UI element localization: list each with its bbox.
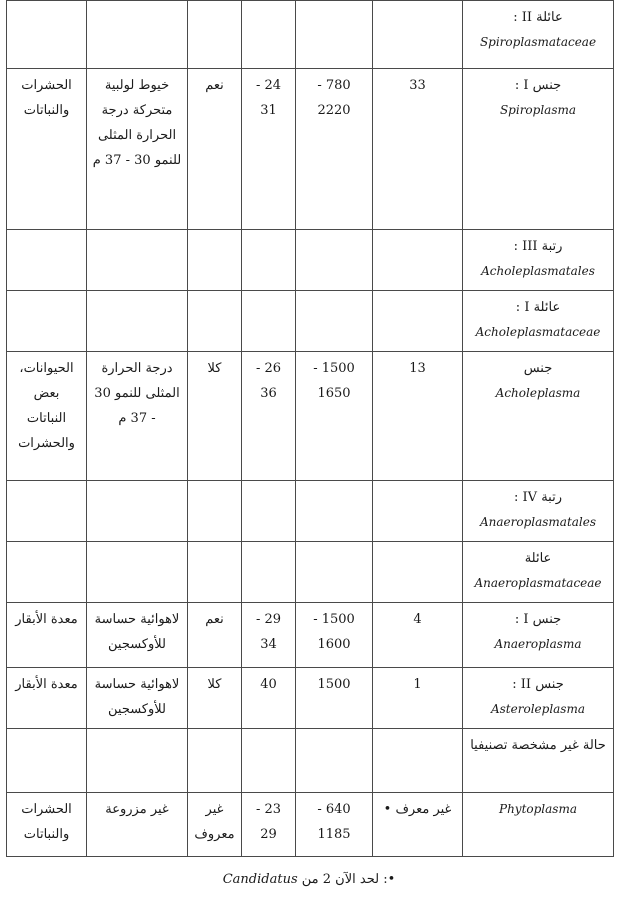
mol-percent-cell (242, 1, 296, 69)
species-count-cell (373, 481, 463, 542)
table-row (7, 668, 614, 729)
taxon-name-cell (463, 230, 614, 291)
distinguishing-notes-cell (87, 542, 188, 603)
species-count-cell (373, 1, 463, 69)
taxon-name-cell (463, 668, 614, 729)
distinguishing-notes-cell: لاهوائية حساسة للأوكسجين (87, 668, 188, 729)
table-row (7, 603, 614, 668)
species-count-cell: 1 (373, 668, 463, 729)
sterol-requirement-cell: كلا (188, 352, 242, 481)
genome-size-cell: 1500 - 1600 (296, 603, 373, 668)
taxon-name-cell (463, 69, 614, 230)
host-cell: الحشرات والنباتات (7, 793, 87, 857)
host-cell (7, 230, 87, 291)
host-cell: معدة الأبقار (7, 603, 87, 668)
genome-size-cell (296, 230, 373, 291)
species-count-cell: 4 (373, 603, 463, 668)
table-row (7, 69, 614, 230)
sterol-requirement-cell: غير معروف (188, 793, 242, 857)
species-count-cell (373, 729, 463, 793)
sterol-requirement-cell (188, 481, 242, 542)
sterol-requirement-cell: نعم (188, 603, 242, 668)
classification-table (6, 0, 614, 857)
table-row (7, 793, 614, 857)
taxon-name-latin: Phytoplasma (499, 802, 577, 816)
taxon-name-latin: Anaeroplasmataceae (474, 576, 602, 590)
taxon-name-ar: جنس (523, 361, 553, 376)
species-count-cell: 33 (373, 69, 463, 230)
taxon-name-ar: رتبة III : (513, 239, 563, 254)
sterol-requirement-cell (188, 291, 242, 352)
genome-size-cell (296, 729, 373, 793)
host-cell: معدة الأبقار (7, 668, 87, 729)
mol-percent-cell: 29 - 34 (242, 603, 296, 668)
genome-size-cell: 640 - 1185 (296, 793, 373, 857)
distinguishing-notes-cell (87, 1, 188, 69)
taxon-name-latin: Asteroleplasma (490, 702, 585, 716)
taxon-name-latin: Anaeroplasmatales (479, 515, 597, 529)
species-count-cell: غير معرف • (373, 793, 463, 857)
distinguishing-notes-cell: درجة الحرارة المثلى للنمو 30 - 37 م (87, 352, 188, 481)
table-row (7, 291, 614, 352)
species-count-cell (373, 542, 463, 603)
mol-percent-cell: 24 - 31 (242, 69, 296, 230)
distinguishing-notes-cell (87, 729, 188, 793)
taxon-name-cell (463, 291, 614, 352)
sterol-requirement-cell (188, 542, 242, 603)
genome-size-cell: 1500 - 1650 (296, 352, 373, 481)
taxon-name-latin: Acholeplasmatales (481, 264, 595, 278)
taxon-name-ar: عائلة II : (513, 10, 563, 25)
taxon-name-cell (463, 542, 614, 603)
table-row (7, 729, 614, 793)
taxon-name-latin: Spiroplasma (499, 103, 577, 117)
table-row (7, 1, 614, 69)
table-row (7, 481, 614, 542)
taxon-name-latin: Acholeplasmataceae (475, 325, 601, 339)
taxon-name-cell (463, 729, 614, 793)
sterol-requirement-cell: نعم (188, 69, 242, 230)
genome-size-cell (296, 1, 373, 69)
host-cell: الحشرات والنباتات (7, 69, 87, 230)
footnote-mark: • (387, 872, 396, 887)
sterol-requirement-cell (188, 1, 242, 69)
taxon-name-latin: Acholeplasma (495, 386, 581, 400)
genome-size-cell (296, 481, 373, 542)
mol-percent-cell (242, 230, 296, 291)
taxon-name-cell (463, 481, 614, 542)
taxon-name-ar: جنس I : (514, 612, 562, 627)
host-cell (7, 542, 87, 603)
sterol-requirement-cell: كلا (188, 668, 242, 729)
distinguishing-notes-cell (87, 291, 188, 352)
distinguishing-notes-cell: لاهوائية حساسة للأوكسجين (87, 603, 188, 668)
taxon-name-ar: عائلة I : (515, 300, 561, 315)
taxon-name-cell (463, 603, 614, 668)
taxon-name-ar: عائلة (524, 551, 552, 566)
host-cell (7, 481, 87, 542)
taxon-name-cell (463, 352, 614, 481)
taxon-name-ar: رتبة IV : (514, 490, 562, 505)
mol-percent-cell (242, 481, 296, 542)
taxon-name-ar: جنس I : (514, 78, 562, 93)
genome-size-cell (296, 542, 373, 603)
host-cell (7, 1, 87, 69)
host-cell (7, 729, 87, 793)
mol-percent-cell: 26 - 36 (242, 352, 296, 481)
mol-percent-cell (242, 542, 296, 603)
sterol-requirement-cell (188, 230, 242, 291)
distinguishing-notes-cell: خيوط لولبية متحركة درجة الحرارة المثلى للنمو 30 - 37 م (87, 69, 188, 230)
footnote-latin-term: Candidatus (222, 872, 298, 887)
sterol-requirement-cell (188, 729, 242, 793)
genome-size-cell: 780 - 2220 (296, 69, 373, 230)
species-count-cell: 13 (373, 352, 463, 481)
mol-percent-cell (242, 291, 296, 352)
genome-size-cell: 1500 (296, 668, 373, 729)
table-row (7, 230, 614, 291)
taxon-name-latin: Spiroplasmataceae (479, 35, 597, 49)
table-row (7, 352, 614, 481)
host-cell (7, 291, 87, 352)
species-count-cell (373, 291, 463, 352)
distinguishing-notes-cell: غير مزروعة (87, 793, 188, 857)
distinguishing-notes-cell (87, 481, 188, 542)
species-count-cell (373, 230, 463, 291)
genome-size-cell (296, 291, 373, 352)
taxon-name-cell (463, 1, 614, 69)
taxon-name-latin: Anaeroplasma (494, 637, 582, 651)
mol-percent-cell: 23 - 29 (242, 793, 296, 857)
table-footnote (0, 872, 618, 887)
mol-percent-cell: 40 (242, 668, 296, 729)
footnote-text: : لحد الآن 2 من (301, 872, 388, 887)
host-cell: الحيوانات، بعض النباتات والحشرات (7, 352, 87, 481)
mol-percent-cell (242, 729, 296, 793)
taxon-name-ar: حالة غير مشخصة تصنيفيا (470, 738, 606, 753)
table-row (7, 542, 614, 603)
taxon-name-ar: جنس II : (512, 677, 564, 692)
distinguishing-notes-cell (87, 230, 188, 291)
taxon-name-cell (463, 793, 614, 857)
